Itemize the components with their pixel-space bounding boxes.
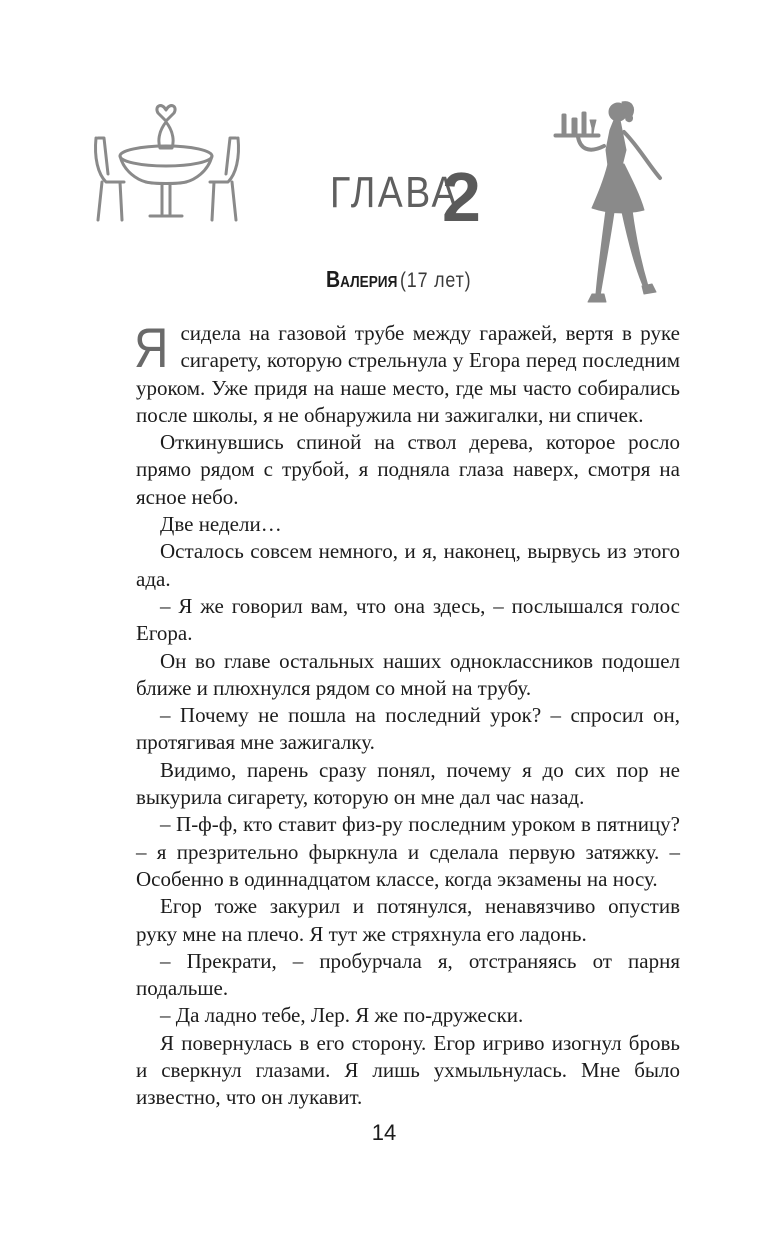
chapter-heading xyxy=(330,158,482,240)
table-with-chairs-icon xyxy=(88,98,248,233)
paragraph: – Я же говорил вам, что она здесь, – послышался голос Егора. xyxy=(136,593,680,646)
pov-character-name: Валерия xyxy=(326,266,398,292)
waitress-silhouette-icon xyxy=(548,90,678,317)
chapter-body xyxy=(134,316,680,1112)
paragraph: Я повернулась в его сторону. Егор игриво изогнул бровь и сверкнул глазами. Я лишь ухмыльнулась. Мне было известно, что он лукавит. xyxy=(136,1030,680,1110)
paragraph: – Да ладно тебе, Лер. Я же по-дружески. xyxy=(160,1003,524,1028)
paragraph: – Прекрати, – пробурчала я, отстраняясь от парня подальше. xyxy=(136,948,680,1001)
chapter-subtitle xyxy=(326,266,484,293)
paragraph: Две недели… xyxy=(160,512,282,537)
chapter-word: ГЛАВА xyxy=(330,168,460,217)
page-number: 14 xyxy=(371,1120,397,1145)
drop-cap: Я xyxy=(134,316,169,379)
paragraph-text: сидела на газовой трубе между гаражей, вертя в руке сигарету, которую стрельнула у Егора перед последним уроком. Уже придя на наше место, где мы часто собирались после школы, я не обнаружила ни зажигалки, ни спичек. xyxy=(136,321,680,427)
paragraph: Осталось совсем немного, и я, наконец, вырвусь из этого ада. xyxy=(136,539,680,591)
chapter-number: 2 xyxy=(442,158,481,236)
paragraph: Егор тоже закурил и потянулся, ненавязчиво опустив руку мне на плечо. Я тут же стряхнула его ладонь. xyxy=(136,894,680,946)
paragraph: – Почему не пошла на последний урок? – спросил он, протягивая мне зажигалку. xyxy=(136,703,680,755)
paragraph: Он во главе остальных наших одноклассников подошел ближе и плюхнулся рядом со мной на трубу. xyxy=(136,648,680,700)
paragraph xyxy=(134,316,680,429)
paragraph: Откинувшись спиной на ствол дерева, которое росло прямо рядом с трубой, я подняла глаза наверх, смотря на ясное небо. xyxy=(136,430,680,509)
paragraph: – П-ф-ф, кто ставит физ-ру последним уроком в пятницу? – я презрительно фыркнула и сделала первую затяжку. – Особенно в одиннадцатом классе, когда экзамены на носу. xyxy=(136,812,680,891)
pov-character-age: (17 лет) xyxy=(400,269,472,292)
paragraph: Видимо, парень сразу понял, почему я до сих пор не выкурила сигарету, которую он мне дал час назад. xyxy=(136,757,680,810)
